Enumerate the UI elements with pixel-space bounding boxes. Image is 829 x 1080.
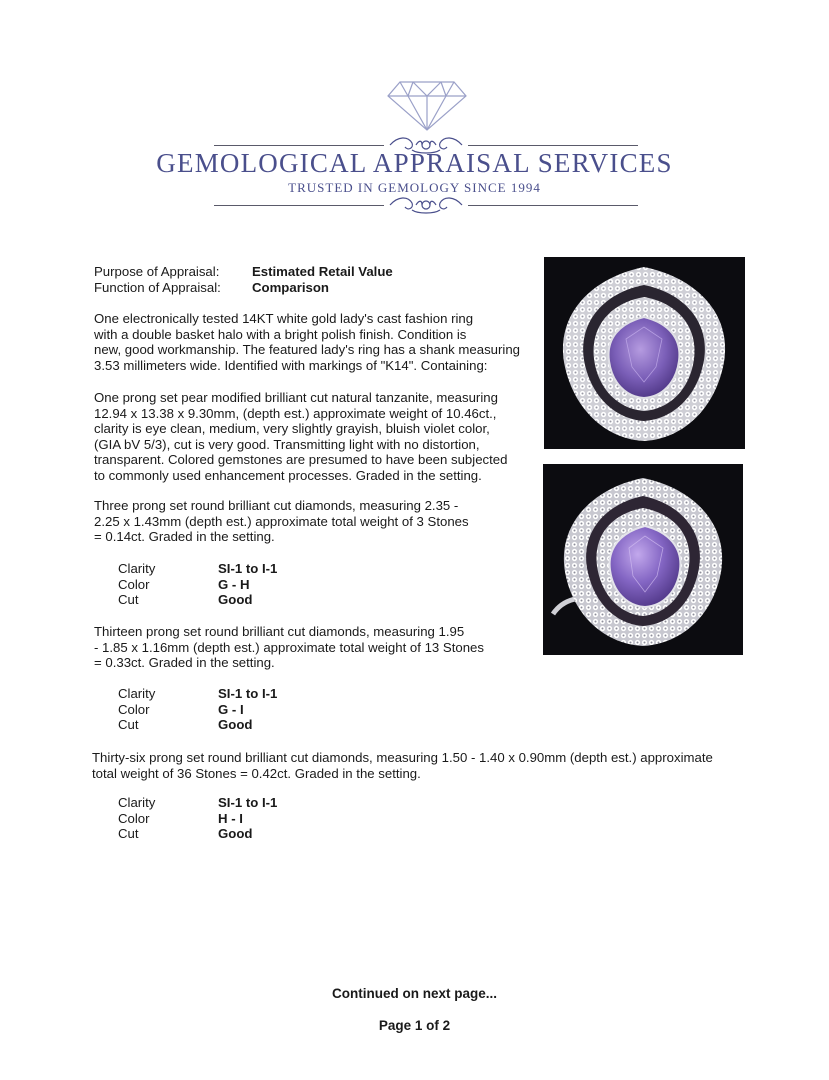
grade-value: SI-1 to I-1 [218,686,278,701]
grade-value: G - H [218,576,250,592]
ring-photo-top [544,257,745,449]
top-rule-left [214,145,384,146]
tanzanite-ring-image [544,257,745,449]
tanzanite-paragraph: One prong set pear modified brilliant cut natural tanzanite, measuring 12.94 x 13.38 x 9.30mm, (depth est.) approximate weight of 10.46ct., clarity is eye clean, medium, very slightly grayish, bluish violet color, (GIA bV 5/3), cut is very good. Transmitting light with no distortion, transparent. Colored gemstones are presumed to have been subjected to commonly used enhancement processes. Graded in the setting. [94,390,508,483]
purpose-value: Estimated Retail Value [252,264,393,279]
grade-table-3 [118,795,277,842]
diamonds-13-paragraph: Thirteen prong set round brilliant cut diamonds, measuring 1.95 - 1.85 x 1.16mm (depth est.) approximate total weight of 13 Stones = 0.33ct. Graded in the setting. [94,624,484,671]
grade-value: Good [218,826,253,842]
grade-label: Cut [118,826,139,842]
grade-value: H - I [218,810,243,826]
purpose-label: Purpose of Appraisal: [94,264,220,279]
grade-label: Color [118,576,150,592]
company-tagline: TRUSTED IN GEMOLOGY SINCE 1994 [288,180,541,195]
intro-paragraph: One electronically tested 14KT white gold lady's cast fashion ring with a double basket halo with a bright polish finish. Condition is new, good workmanship. The featured lady's ring has a shank measuring 3.53 millimeters wide. Identified with markings of "K14". Containing: [94,311,520,373]
bottom-rule-left [214,205,384,206]
grade-label: Clarity [118,686,156,701]
grade-label: Color [118,810,150,826]
ring-photo-bottom [543,464,743,655]
grade-label: Cut [118,717,139,733]
continued-note: Continued on next page... [332,986,497,1001]
function-label: Function of Appraisal: [94,280,221,295]
diamond-logo-icon [386,80,468,132]
diamonds-36-paragraph: Thirty-six prong set round brilliant cut diamonds, measuring 1.50 - 1.40 x 0.90mm (depth est.) approximate total weight of 36 Stones = 0.42ct. Graded in the setting. [92,750,713,781]
grade-value: G - I [218,701,244,717]
grade-value: SI-1 to I-1 [218,795,278,810]
grade-value: SI-1 to I-1 [218,561,278,576]
grade-value: Good [218,717,253,733]
grade-label: Color [118,701,150,717]
diamonds-3-paragraph: Three prong set round brilliant cut diamonds, measuring 2.35 - 2.25 x 1.43mm (depth est.) approximate total weight of 3 Stones = 0.14ct. Graded in the setting. [94,498,469,545]
bottom-rule-right [468,205,638,206]
top-rule-right [468,145,638,146]
grade-table-1 [118,561,277,608]
tanzanite-ring-angled-image [543,464,743,655]
grade-value: Good [218,592,253,608]
grade-table-2 [118,686,277,733]
flourish-ornament-icon [386,194,466,216]
page-number: Page 1 of 2 [378,1018,451,1033]
grade-label: Cut [118,592,139,608]
company-name: GEMOLOGICAL APPRAISAL SERVICES [156,148,673,178]
grade-label: Clarity [118,561,156,576]
grade-label: Clarity [118,795,156,810]
function-value: Comparison [252,280,329,295]
